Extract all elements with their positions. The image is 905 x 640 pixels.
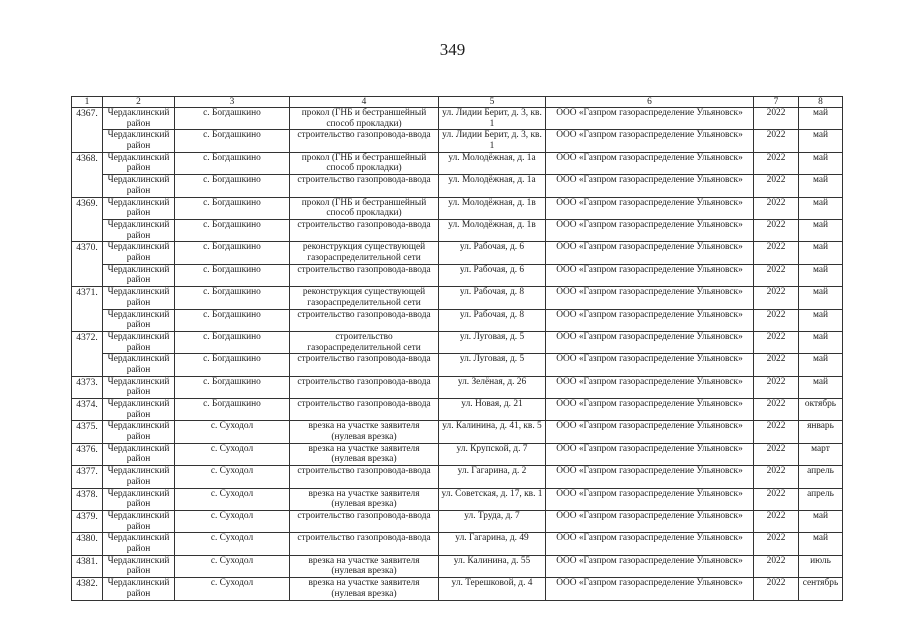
year-cell: 2022 <box>754 197 799 219</box>
district-cell: Чердаклинский район <box>103 421 175 443</box>
organization-cell: ООО «Газпром газораспределение Ульяновск» <box>546 309 754 331</box>
month-cell: май <box>799 197 843 219</box>
district-cell: Чердаклинский район <box>103 309 175 331</box>
district-cell: Чердаклинский район <box>103 399 175 421</box>
row-number-cell: 4377. <box>72 466 103 488</box>
table-body <box>72 108 843 601</box>
year-cell: 2022 <box>754 354 799 376</box>
address-cell: ул. Молодёжная, д. 1а <box>439 175 546 197</box>
month-cell: март <box>799 443 843 465</box>
organization-cell: ООО «Газпром газораспределение Ульяновск» <box>546 130 754 152</box>
month-cell: июль <box>799 555 843 577</box>
year-cell: 2022 <box>754 152 799 174</box>
organization-cell: ООО «Газпром газораспределение Ульяновск» <box>546 443 754 465</box>
row-number-cell: 4375. <box>72 421 103 443</box>
year-cell: 2022 <box>754 533 799 555</box>
work-type-cell: строительство газопровода-ввода <box>290 533 439 555</box>
settlement-cell: с. Богдашкино <box>175 376 290 398</box>
address-cell: ул. Терешковой, д. 4 <box>439 578 546 600</box>
row-number-cell: 4376. <box>72 443 103 465</box>
organization-cell: ООО «Газпром газораспределение Ульяновск» <box>546 242 754 264</box>
year-cell: 2022 <box>754 242 799 264</box>
organization-cell: ООО «Газпром газораспределение Ульяновск» <box>546 533 754 555</box>
settlement-cell: с. Суходол <box>175 443 290 465</box>
settlement-cell: с. Богдашкино <box>175 354 290 376</box>
district-cell: Чердаклинский район <box>103 219 175 241</box>
month-cell: май <box>799 331 843 353</box>
year-cell: 2022 <box>754 130 799 152</box>
address-cell: ул. Калинина, д. 55 <box>439 555 546 577</box>
month-cell: май <box>799 376 843 398</box>
row-number-cell: 4381. <box>72 555 103 577</box>
row-number-cell: 4369. <box>72 197 103 242</box>
work-type-cell: врезка на участке заявителя (нулевая врезка) <box>290 488 439 510</box>
table-row <box>72 555 843 577</box>
month-cell: сентябрь <box>799 578 843 600</box>
address-cell: ул. Советская, д. 17, кв. 1 <box>439 488 546 510</box>
table-row <box>72 578 843 600</box>
month-cell: май <box>799 354 843 376</box>
district-cell: Чердаклинский район <box>103 130 175 152</box>
district-cell: Чердаклинский район <box>103 578 175 600</box>
table-row <box>72 242 843 264</box>
row-number-cell: 4371. <box>72 287 103 332</box>
address-cell: ул. Лидии Берит, д. 3, кв. 1 <box>439 108 546 130</box>
settlement-cell: с. Богдашкино <box>175 242 290 264</box>
works-table <box>71 96 843 601</box>
month-cell: апрель <box>799 466 843 488</box>
work-type-cell: врезка на участке заявителя (нулевая врезка) <box>290 578 439 600</box>
month-cell: май <box>799 511 843 533</box>
work-type-cell: строительство газопровода-ввода <box>290 399 439 421</box>
address-cell: ул. Лидии Берит, д. 3, кв. 1 <box>439 130 546 152</box>
work-type-cell: строительство газораспределительной сети <box>290 331 439 353</box>
month-cell: май <box>799 309 843 331</box>
district-cell: Чердаклинский район <box>103 287 175 309</box>
year-cell: 2022 <box>754 264 799 286</box>
settlement-cell: с. Суходол <box>175 533 290 555</box>
address-cell: ул. Крупской, д. 7 <box>439 443 546 465</box>
year-cell: 2022 <box>754 331 799 353</box>
column-header: 4 <box>290 97 439 108</box>
work-type-cell: строительство газопровода-ввода <box>290 376 439 398</box>
settlement-cell: с. Богдашкино <box>175 130 290 152</box>
table-row <box>72 421 843 443</box>
year-cell: 2022 <box>754 578 799 600</box>
settlement-cell: с. Суходол <box>175 555 290 577</box>
organization-cell: ООО «Газпром газораспределение Ульяновск» <box>546 488 754 510</box>
table-row <box>72 152 843 174</box>
column-header: 8 <box>799 97 843 108</box>
row-number-cell: 4368. <box>72 152 103 197</box>
settlement-cell: с. Богдашкино <box>175 219 290 241</box>
organization-cell: ООО «Газпром газораспределение Ульяновск» <box>546 511 754 533</box>
organization-cell: ООО «Газпром газораспределение Ульяновск» <box>546 264 754 286</box>
district-cell: Чердаклинский район <box>103 197 175 219</box>
settlement-cell: с. Суходол <box>175 488 290 510</box>
table-row <box>72 197 843 219</box>
table-row <box>72 219 843 241</box>
work-type-cell: прокол (ГНБ и бестраншейный способ прокладки) <box>290 152 439 174</box>
month-cell: январь <box>799 421 843 443</box>
row-number-cell: 4378. <box>72 488 103 510</box>
district-cell: Чердаклинский район <box>103 152 175 174</box>
month-cell: май <box>799 175 843 197</box>
organization-cell: ООО «Газпром газораспределение Ульяновск» <box>546 175 754 197</box>
column-header: 2 <box>103 97 175 108</box>
district-cell: Чердаклинский район <box>103 511 175 533</box>
year-cell: 2022 <box>754 421 799 443</box>
district-cell: Чердаклинский район <box>103 264 175 286</box>
address-cell: ул. Молодёжная, д. 1в <box>439 197 546 219</box>
address-cell: ул. Луговая, д. 5 <box>439 331 546 353</box>
work-type-cell: строительство газопровода-ввода <box>290 466 439 488</box>
address-cell: ул. Гагарина, д. 2 <box>439 466 546 488</box>
year-cell: 2022 <box>754 287 799 309</box>
table-row <box>72 264 843 286</box>
organization-cell: ООО «Газпром газораспределение Ульяновск» <box>546 219 754 241</box>
work-type-cell: строительство газопровода-ввода <box>290 264 439 286</box>
row-number-cell: 4370. <box>72 242 103 287</box>
year-cell: 2022 <box>754 443 799 465</box>
row-number-cell: 4382. <box>72 578 103 600</box>
month-cell: май <box>799 130 843 152</box>
table-row <box>72 511 843 533</box>
month-cell: май <box>799 264 843 286</box>
organization-cell: ООО «Газпром газораспределение Ульяновск» <box>546 421 754 443</box>
month-cell: май <box>799 533 843 555</box>
address-cell: ул. Молодёжная, д. 1в <box>439 219 546 241</box>
district-cell: Чердаклинский район <box>103 108 175 130</box>
organization-cell: ООО «Газпром газораспределение Ульяновск» <box>546 197 754 219</box>
settlement-cell: с. Богдашкино <box>175 264 290 286</box>
organization-cell: ООО «Газпром газораспределение Ульяновск» <box>546 152 754 174</box>
organization-cell: ООО «Газпром газораспределение Ульяновск» <box>546 376 754 398</box>
year-cell: 2022 <box>754 309 799 331</box>
row-number-cell: 4374. <box>72 399 103 421</box>
year-cell: 2022 <box>754 219 799 241</box>
district-cell: Чердаклинский район <box>103 376 175 398</box>
district-cell: Чердаклинский район <box>103 242 175 264</box>
month-cell: май <box>799 108 843 130</box>
settlement-cell: с. Суходол <box>175 421 290 443</box>
row-number-cell: 4373. <box>72 376 103 398</box>
table-row <box>72 108 843 130</box>
organization-cell: ООО «Газпром газораспределение Ульяновск» <box>546 108 754 130</box>
district-cell: Чердаклинский район <box>103 175 175 197</box>
address-cell: ул. Калинина, д. 41, кв. 5 <box>439 421 546 443</box>
month-cell: май <box>799 152 843 174</box>
month-cell: октябрь <box>799 399 843 421</box>
work-type-cell: строительство газопровода-ввода <box>290 219 439 241</box>
work-type-cell: врезка на участке заявителя (нулевая врезка) <box>290 443 439 465</box>
work-type-cell: реконструкция существующей газораспределительной сети <box>290 242 439 264</box>
organization-cell: ООО «Газпром газораспределение Ульяновск» <box>546 287 754 309</box>
organization-cell: ООО «Газпром газораспределение Ульяновск» <box>546 466 754 488</box>
settlement-cell: с. Богдашкино <box>175 399 290 421</box>
month-cell: апрель <box>799 488 843 510</box>
month-cell: май <box>799 242 843 264</box>
year-cell: 2022 <box>754 511 799 533</box>
table-row <box>72 331 843 353</box>
table-row <box>72 488 843 510</box>
organization-cell: ООО «Газпром газораспределение Ульяновск» <box>546 354 754 376</box>
row-number-cell: 4379. <box>72 511 103 533</box>
table-row <box>72 354 843 376</box>
district-cell: Чердаклинский район <box>103 466 175 488</box>
work-type-cell: врезка на участке заявителя (нулевая врезка) <box>290 421 439 443</box>
settlement-cell: с. Суходол <box>175 466 290 488</box>
table-row <box>72 466 843 488</box>
address-cell: ул. Новая, д. 21 <box>439 399 546 421</box>
work-type-cell: прокол (ГНБ и бестраншейный способ прокладки) <box>290 197 439 219</box>
row-number-cell: 4367. <box>72 108 103 153</box>
address-cell: ул. Луговая, д. 5 <box>439 354 546 376</box>
year-cell: 2022 <box>754 488 799 510</box>
address-cell: ул. Зелёная, д. 26 <box>439 376 546 398</box>
year-cell: 2022 <box>754 555 799 577</box>
settlement-cell: с. Суходол <box>175 578 290 600</box>
table-row <box>72 376 843 398</box>
address-cell: ул. Гагарина, д. 49 <box>439 533 546 555</box>
year-cell: 2022 <box>754 175 799 197</box>
settlement-cell: с. Богдашкино <box>175 309 290 331</box>
table-row <box>72 443 843 465</box>
table-row <box>72 309 843 331</box>
address-cell: ул. Рабочая, д. 8 <box>439 287 546 309</box>
organization-cell: ООО «Газпром газораспределение Ульяновск» <box>546 578 754 600</box>
page-number: 349 <box>439 40 466 59</box>
work-type-cell: врезка на участке заявителя (нулевая врезка) <box>290 555 439 577</box>
settlement-cell: с. Суходол <box>175 511 290 533</box>
year-cell: 2022 <box>754 376 799 398</box>
work-type-cell: строительство газопровода-ввода <box>290 511 439 533</box>
settlement-cell: с. Богдашкино <box>175 108 290 130</box>
table-row <box>72 399 843 421</box>
address-cell: ул. Молодёжная, д. 1а <box>439 152 546 174</box>
column-header: 3 <box>175 97 290 108</box>
district-cell: Чердаклинский район <box>103 533 175 555</box>
column-header: 5 <box>439 97 546 108</box>
table-row <box>72 130 843 152</box>
work-type-cell: реконструкция существующей газораспределительной сети <box>290 287 439 309</box>
row-number-cell: 4372. <box>72 331 103 376</box>
settlement-cell: с. Богдашкино <box>175 197 290 219</box>
address-cell: ул. Рабочая, д. 8 <box>439 309 546 331</box>
settlement-cell: с. Богдашкино <box>175 152 290 174</box>
work-type-cell: строительство газопровода-ввода <box>290 175 439 197</box>
table-row <box>72 287 843 309</box>
table-row <box>72 175 843 197</box>
work-type-cell: прокол (ГНБ и бестраншейный способ прокладки) <box>290 108 439 130</box>
address-cell: ул. Рабочая, д. 6 <box>439 264 546 286</box>
year-cell: 2022 <box>754 399 799 421</box>
settlement-cell: с. Богдашкино <box>175 287 290 309</box>
column-header: 1 <box>72 97 103 108</box>
work-type-cell: строительство газопровода-ввода <box>290 354 439 376</box>
work-type-cell: строительство газопровода-ввода <box>290 309 439 331</box>
year-cell: 2022 <box>754 108 799 130</box>
month-cell: май <box>799 287 843 309</box>
column-header: 7 <box>754 97 799 108</box>
row-number-cell: 4380. <box>72 533 103 555</box>
settlement-cell: с. Богдашкино <box>175 175 290 197</box>
table-row <box>72 533 843 555</box>
work-type-cell: строительство газопровода-ввода <box>290 130 439 152</box>
district-cell: Чердаклинский район <box>103 331 175 353</box>
column-header-row <box>72 97 843 108</box>
organization-cell: ООО «Газпром газораспределение Ульяновск» <box>546 399 754 421</box>
district-cell: Чердаклинский район <box>103 555 175 577</box>
district-cell: Чердаклинский район <box>103 443 175 465</box>
district-cell: Чердаклинский район <box>103 488 175 510</box>
district-cell: Чердаклинский район <box>103 354 175 376</box>
address-cell: ул. Труда, д. 7 <box>439 511 546 533</box>
settlement-cell: с. Богдашкино <box>175 331 290 353</box>
year-cell: 2022 <box>754 466 799 488</box>
organization-cell: ООО «Газпром газораспределение Ульяновск» <box>546 555 754 577</box>
address-cell: ул. Рабочая, д. 6 <box>439 242 546 264</box>
column-header: 6 <box>546 97 754 108</box>
organization-cell: ООО «Газпром газораспределение Ульяновск» <box>546 331 754 353</box>
month-cell: май <box>799 219 843 241</box>
